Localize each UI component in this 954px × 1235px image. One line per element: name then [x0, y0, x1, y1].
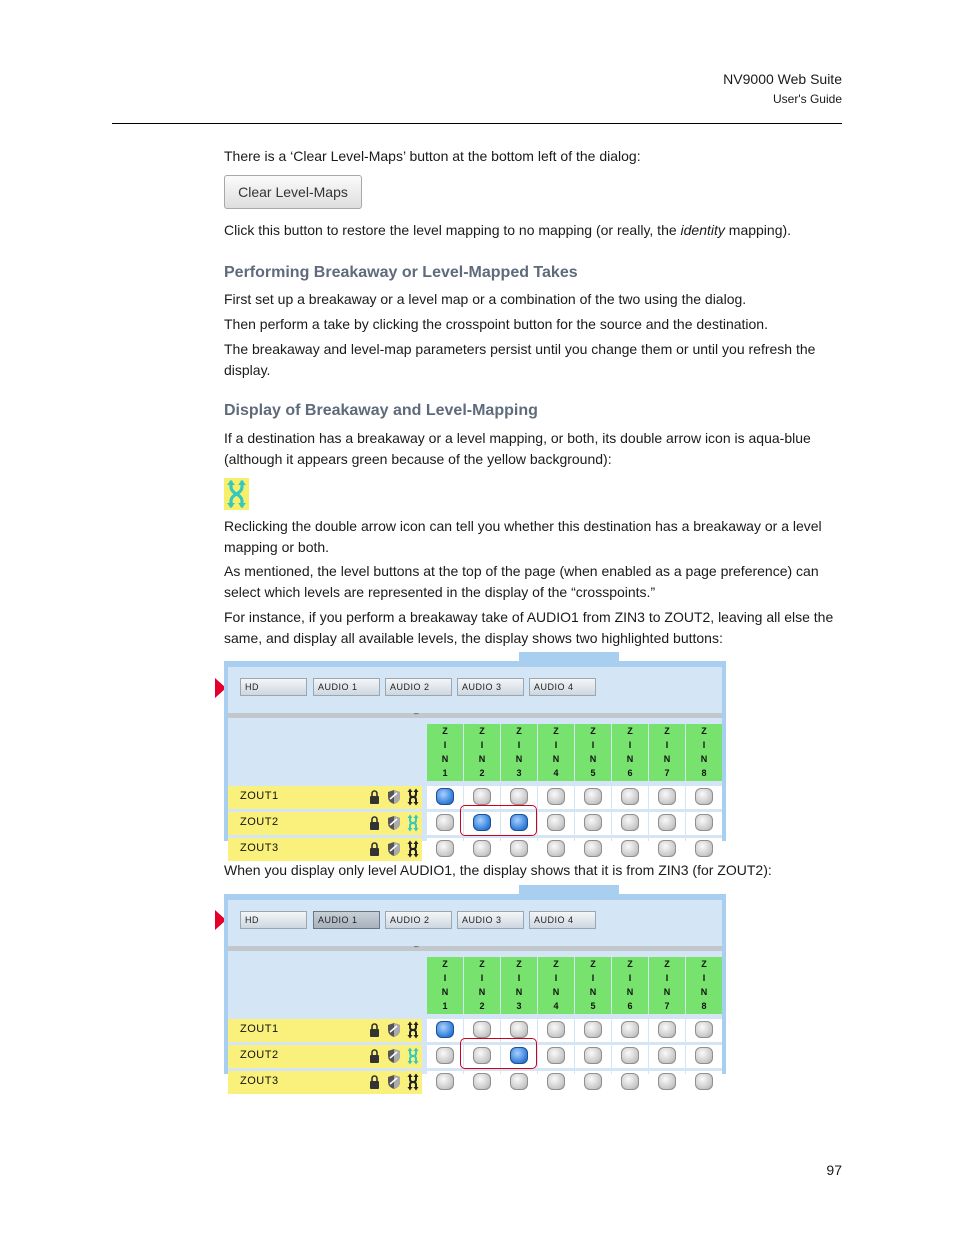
source-header-char: 3 — [516, 768, 522, 778]
crosspoint-button[interactable] — [584, 1047, 602, 1064]
source-header-char: N — [589, 987, 597, 997]
panel-frame — [224, 894, 726, 1087]
section1-heading: Performing Breakaway or Level-Mapped Takes — [224, 264, 578, 281]
crosspoint-button[interactable] — [436, 814, 454, 831]
source-header-zin3[interactable] — [501, 724, 537, 781]
destination-zout2[interactable] — [228, 812, 422, 835]
crosspoint-button[interactable] — [658, 1021, 676, 1038]
source-header-char: N — [626, 987, 634, 997]
crosspoint-cell — [649, 838, 685, 861]
level-button-audio4[interactable]: AUDIO 4 — [529, 678, 596, 696]
shield-icon — [387, 841, 401, 857]
source-header-char: N — [515, 754, 523, 764]
crosspoint-cell — [649, 1071, 685, 1094]
destination-zout3[interactable] — [228, 1071, 422, 1094]
panel-body — [228, 900, 722, 1087]
crosspoint-button[interactable] — [547, 840, 565, 857]
section2-heading: Display of Breakaway and Level-Mapping — [224, 402, 538, 419]
destination-name: ZOUT2 — [240, 816, 279, 828]
crosspoint-button[interactable] — [473, 1073, 491, 1090]
crosspoint-cell — [538, 838, 574, 861]
source-header-zin2[interactable] — [464, 724, 500, 781]
section1-p1: First set up a breakaway or a level map or a combination of the two using the dialog. — [224, 291, 747, 307]
source-header-zin8[interactable] — [686, 724, 722, 781]
source-header-zin6[interactable] — [612, 724, 648, 781]
section1-p2: Then perform a take by clicking the crosspoint button for the source and the destination. — [224, 316, 768, 332]
source-header-char: N — [626, 754, 634, 764]
source-header-char: N — [552, 987, 560, 997]
crosspoint-button[interactable] — [695, 840, 713, 857]
crosspoint-cell — [686, 838, 722, 861]
crosspoint-button[interactable] — [695, 1073, 713, 1090]
source-header-char: 2 — [479, 1001, 485, 1011]
crosspoint-cell — [686, 1071, 722, 1094]
source-header-char: Z — [664, 726, 670, 736]
crosspoint-cell — [538, 1071, 574, 1094]
source-header-zin5[interactable] — [575, 957, 611, 1014]
level-button-audio2[interactable]: AUDIO 2 — [385, 678, 452, 696]
crosspoint-cell — [538, 1045, 574, 1068]
level-button-audio3[interactable]: AUDIO 3 — [457, 678, 524, 696]
source-header-char: N — [441, 754, 449, 764]
intro-paragraph: There is a ‘Clear Level-Maps’ button at the bottom left of the dialog: — [224, 148, 641, 164]
crosspoint-button[interactable] — [584, 1073, 602, 1090]
source-header-char: Z — [701, 959, 707, 969]
crosspoint-cell — [501, 1071, 537, 1094]
shield-icon — [387, 1022, 401, 1038]
crosspoint-button[interactable] — [584, 814, 602, 831]
source-header-zin4[interactable] — [538, 957, 574, 1014]
source-header-zin5[interactable] — [575, 724, 611, 781]
shield-icon — [387, 1048, 401, 1064]
panel-tab — [519, 652, 619, 661]
source-header-char: N — [478, 987, 486, 997]
source-header-char: 2 — [479, 768, 485, 778]
source-header-char: Z — [479, 959, 485, 969]
restore-text-em: identity — [680, 222, 725, 238]
crosspoint-cell — [427, 786, 463, 809]
source-header-zin6[interactable] — [612, 957, 648, 1014]
source-header-zin7[interactable] — [649, 957, 685, 1014]
source-header-char: 5 — [590, 1001, 596, 1011]
level-button-audio1[interactable]: AUDIO 1 — [313, 678, 380, 696]
destination-name: ZOUT1 — [240, 1023, 279, 1035]
crosspoint-cell — [686, 786, 722, 809]
double-arrow-icon — [407, 1047, 419, 1065]
source-header-zin1[interactable] — [427, 957, 463, 1014]
header-rule — [112, 123, 842, 124]
crosspoint-cell — [575, 1071, 611, 1094]
source-header-char: 7 — [664, 1001, 670, 1011]
crosspoint-cell — [575, 812, 611, 835]
source-header-char: I — [480, 973, 484, 983]
crosspoint-cell — [427, 838, 463, 861]
source-header-char: Z — [553, 959, 559, 969]
header-subtitle: User's Guide — [773, 92, 842, 106]
crosspoint-button[interactable] — [584, 840, 602, 857]
crosspoint-button[interactable] — [510, 1073, 528, 1090]
crosspoint-cell — [575, 1045, 611, 1068]
source-header-char: I — [665, 973, 669, 983]
source-header-char: Z — [664, 959, 670, 969]
destination-name: ZOUT1 — [240, 790, 279, 802]
crosspoint-cell — [464, 838, 500, 861]
collapse-bar[interactable] — [228, 942, 722, 951]
lock-icon — [369, 1075, 380, 1090]
crosspoint-button[interactable] — [695, 1021, 713, 1038]
source-header-char: Z — [590, 726, 596, 736]
crosspoint-button[interactable] — [658, 1073, 676, 1090]
level-button-audio4[interactable]: AUDIO 4 — [529, 911, 596, 929]
crosspoint-cell — [575, 786, 611, 809]
crosspoint-button[interactable] — [547, 788, 565, 805]
source-header-char: I — [480, 740, 484, 750]
crosspoint-cell — [538, 1019, 574, 1042]
source-header-char: I — [628, 740, 632, 750]
source-header-char: I — [665, 740, 669, 750]
page-number: 97 — [826, 1162, 842, 1178]
source-header-zin8[interactable] — [686, 957, 722, 1014]
source-header-char: I — [443, 740, 447, 750]
double-arrow-icon — [407, 840, 419, 858]
crosspoint-cell — [649, 812, 685, 835]
source-header-char: 1 — [442, 768, 448, 778]
crosspoint-button[interactable] — [584, 1021, 602, 1038]
crosspoint-cell — [612, 812, 648, 835]
crosspoint-cell — [612, 1019, 648, 1042]
crosspoint-cell — [538, 812, 574, 835]
crosspoint-button[interactable] — [658, 814, 676, 831]
crosspoint-button[interactable] — [695, 814, 713, 831]
source-header-char: 3 — [516, 1001, 522, 1011]
destination-zout3[interactable] — [228, 838, 422, 861]
crosspoint-button[interactable] — [547, 1021, 565, 1038]
source-header-char: N — [663, 987, 671, 997]
shield-icon — [387, 789, 401, 805]
header-title: NV9000 Web Suite — [723, 71, 842, 87]
source-header-char: N — [700, 754, 708, 764]
crosspoint-cell — [501, 838, 537, 861]
crosspoint-cell — [686, 1045, 722, 1068]
crosspoint-button[interactable] — [473, 1021, 491, 1038]
source-header-char: 6 — [627, 768, 633, 778]
source-header-char: Z — [442, 959, 448, 969]
crosspoint-button[interactable] — [658, 788, 676, 805]
destination-zout1[interactable] — [228, 1019, 422, 1042]
level-button-audio3[interactable]: AUDIO 3 — [457, 911, 524, 929]
source-header-char: I — [443, 973, 447, 983]
source-header-char: I — [554, 973, 558, 983]
double-arrow-icon — [407, 814, 419, 832]
crosspoint-cell — [427, 812, 463, 835]
section2-p4: For instance, if you perform a breakaway take of AUDIO1 from ZIN3 to ZOUT2, leaving all else the same, and display all available levels, the display shows two highlighted buttons: — [224, 609, 834, 646]
source-header-char: Z — [627, 726, 633, 736]
source-header-char: I — [517, 973, 521, 983]
crosspoint-cell — [612, 1071, 648, 1094]
crosspoint-cell — [427, 1019, 463, 1042]
clear-level-maps-button[interactable]: Clear Level-Maps — [224, 175, 362, 209]
level-button-hd[interactable]: HD — [240, 678, 307, 696]
destination-name: ZOUT3 — [240, 842, 279, 854]
crosspoint-button[interactable] — [584, 788, 602, 805]
crosspoint-cell — [464, 1071, 500, 1094]
lock-icon — [369, 790, 380, 805]
crosspoint-button[interactable] — [473, 840, 491, 857]
restore-text-1: Click this button to restore the level mapping to no mapping (or really, the — [224, 222, 681, 238]
source-header-char: 7 — [664, 768, 670, 778]
level-button-hd[interactable]: HD — [240, 911, 307, 929]
crosspoint-button[interactable] — [658, 840, 676, 857]
source-header-char: 6 — [627, 1001, 633, 1011]
screenshot-audio1-level — [224, 885, 726, 1087]
source-header-char: 8 — [701, 1001, 707, 1011]
source-header-char: N — [441, 987, 449, 997]
crosspoint-button[interactable] — [436, 788, 454, 805]
destination-name: ZOUT2 — [240, 1049, 279, 1061]
lock-icon — [369, 1023, 380, 1038]
crosspoint-cell — [575, 838, 611, 861]
destination-name: ZOUT3 — [240, 1075, 279, 1087]
crosspoint-button[interactable] — [510, 1021, 528, 1038]
double-arrow-icon — [407, 1021, 419, 1039]
double-arrow-icon — [224, 478, 249, 510]
crosspoint-cell — [612, 1045, 648, 1068]
crosspoint-cell — [649, 1019, 685, 1042]
crosspoint-button[interactable] — [547, 814, 565, 831]
source-header-char: I — [591, 740, 595, 750]
shield-icon — [387, 1074, 401, 1090]
source-header-zin1[interactable] — [427, 724, 463, 781]
crosspoint-button[interactable] — [436, 1073, 454, 1090]
double-arrow-icon — [407, 1073, 419, 1091]
section1-p3: The breakaway and level-map parameters persist until you change them or until you refresh the display. — [224, 341, 816, 378]
source-header-char: N — [552, 754, 560, 764]
source-header-char: 8 — [701, 768, 707, 778]
crosspoint-button[interactable] — [436, 1021, 454, 1038]
source-header-char: Z — [479, 726, 485, 736]
section2-p3: As mentioned, the level buttons at the top of the page (when enabled as a page preference) can select which levels are represented in the display of the “crosspoints.” — [224, 563, 819, 600]
panel-body — [228, 667, 722, 854]
source-header-char: I — [702, 973, 706, 983]
shield-icon — [387, 815, 401, 831]
source-header-char: Z — [701, 726, 707, 736]
source-header-zin4[interactable] — [538, 724, 574, 781]
source-header-char: N — [700, 987, 708, 997]
crosspoint-button[interactable] — [436, 840, 454, 857]
source-header-char: 4 — [553, 768, 559, 778]
section2-p5: When you display only level AUDIO1, the display shows that it is from ZIN3 (for ZOUT2): — [224, 862, 772, 878]
source-header-char: 1 — [442, 1001, 448, 1011]
level-button-audio1[interactable]: AUDIO 1 — [313, 911, 380, 929]
crosspoint-cell — [538, 786, 574, 809]
panel-tab — [519, 885, 619, 894]
source-header-char: N — [663, 754, 671, 764]
crosspoint-button[interactable] — [658, 1047, 676, 1064]
source-header-char: Z — [627, 959, 633, 969]
crosspoint-button[interactable] — [621, 1073, 639, 1090]
source-header-char: I — [517, 740, 521, 750]
crosspoint-button[interactable] — [695, 788, 713, 805]
crosspoint-button[interactable] — [621, 788, 639, 805]
crosspoint-button[interactable] — [621, 814, 639, 831]
source-header-char: I — [702, 740, 706, 750]
lock-icon — [369, 1049, 380, 1064]
source-header-char: Z — [516, 726, 522, 736]
lock-icon — [369, 842, 380, 857]
crosspoint-cell — [612, 786, 648, 809]
crosspoint-cell — [427, 1071, 463, 1094]
source-header-char: N — [515, 987, 523, 997]
crosspoint-button[interactable] — [436, 1047, 454, 1064]
crosspoint-cell — [575, 1019, 611, 1042]
collapse-bar-label: – — [414, 709, 419, 718]
restore-text-2: mapping). — [724, 222, 792, 238]
source-header-zin7[interactable] — [649, 724, 685, 781]
source-header-char: N — [589, 754, 597, 764]
source-header-zin3[interactable] — [501, 957, 537, 1014]
destination-zout2[interactable] — [228, 1045, 422, 1068]
source-header-char: N — [478, 754, 486, 764]
collapse-bar[interactable] — [228, 709, 722, 718]
restore-paragraph — [224, 220, 842, 241]
source-header-char: I — [554, 740, 558, 750]
crosspoint-button[interactable] — [621, 1047, 639, 1064]
crosspoint-cell — [686, 812, 722, 835]
crosspoint-cell — [427, 1045, 463, 1068]
source-header-char: 5 — [590, 768, 596, 778]
crosspoint-button[interactable] — [621, 1021, 639, 1038]
crosspoint-cell — [649, 1045, 685, 1068]
level-button-audio2[interactable]: AUDIO 2 — [385, 911, 452, 929]
section2-p1: If a destination has a breakaway or a level mapping, or both, its double arrow icon is aqua-blue (although it appears green because of the yellow background): — [224, 430, 811, 467]
source-header-char: Z — [553, 726, 559, 736]
panel-frame — [224, 661, 726, 854]
double-arrow-example — [224, 478, 249, 510]
crosspoint-button[interactable] — [473, 788, 491, 805]
highlight-box — [460, 1038, 537, 1069]
screenshot-all-levels — [224, 652, 726, 854]
crosspoint-button[interactable] — [510, 840, 528, 857]
crosspoint-cell — [686, 1019, 722, 1042]
source-header-char: Z — [516, 959, 522, 969]
double-arrow-icon — [407, 788, 419, 806]
source-header-char: Z — [442, 726, 448, 736]
source-header-char: Z — [590, 959, 596, 969]
source-header-char: I — [628, 973, 632, 983]
section2-p2: Reclicking the double arrow icon can tell you whether this destination has a breakaway or a level mapping or both. — [224, 518, 822, 555]
collapse-bar-label: – — [414, 942, 419, 951]
crosspoint-button[interactable] — [547, 1073, 565, 1090]
crosspoint-button[interactable] — [547, 1047, 565, 1064]
source-header-char: I — [591, 973, 595, 983]
highlight-box — [460, 805, 537, 836]
lock-icon — [369, 816, 380, 831]
crosspoint-button[interactable] — [510, 788, 528, 805]
destination-zout1[interactable] — [228, 786, 422, 809]
crosspoint-cell — [612, 838, 648, 861]
crosspoint-button[interactable] — [621, 840, 639, 857]
crosspoint-button[interactable] — [695, 1047, 713, 1064]
source-header-char: 4 — [553, 1001, 559, 1011]
source-header-zin2[interactable] — [464, 957, 500, 1014]
crosspoint-cell — [649, 786, 685, 809]
